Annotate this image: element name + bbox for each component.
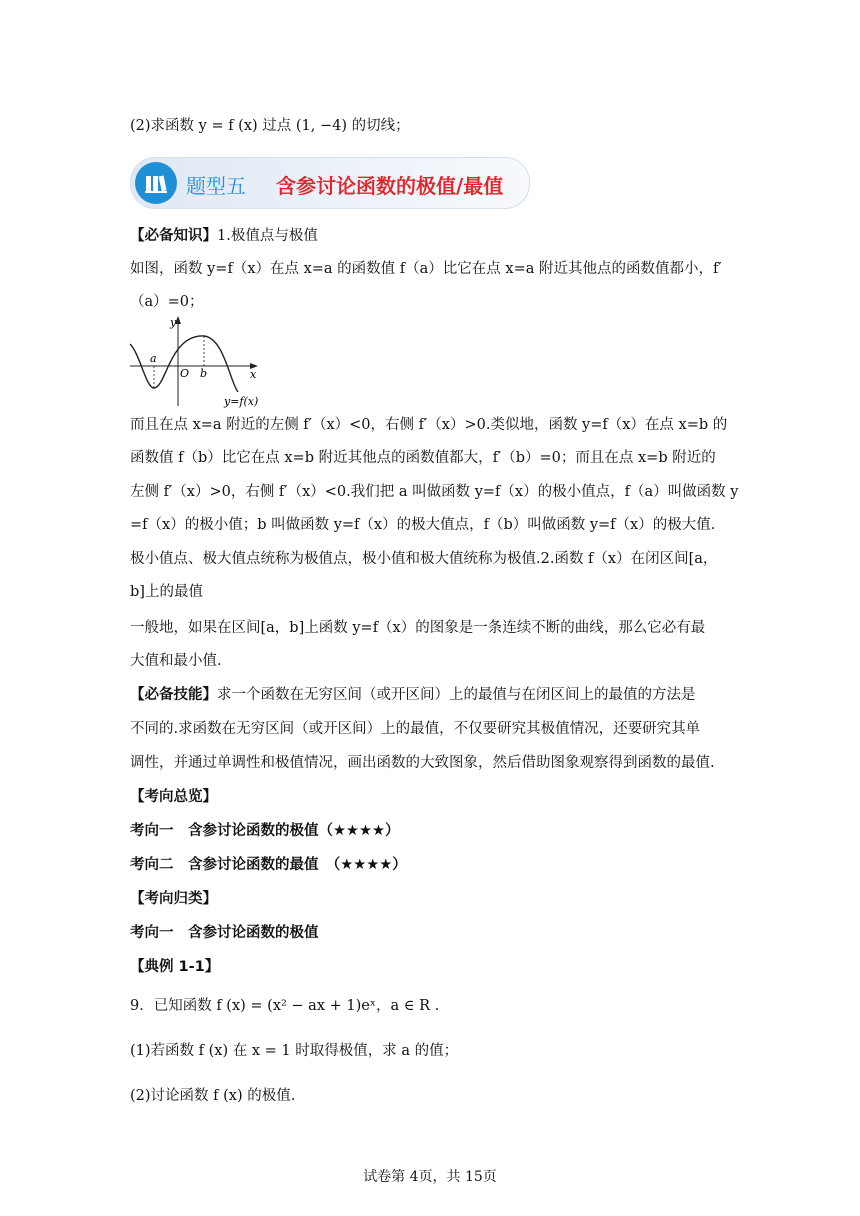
skill-text: 求一个函数在无穷区间（或开区间）上的最值与在闭区间上的最值的方法是 [217,687,696,703]
banner-title: 含参讨论函数的极值/最值 [276,174,504,198]
paragraph-line: 一般地，如果在区间[a，b]上函数 y=f（x）的图象是一条连续不断的曲线，那么它必有最 [130,620,706,636]
overview-item: 考向二 含参讨论函数的最值 （★★★★） [130,857,407,873]
paragraph-line: 如图，函数 y=f（x）在点 x=a 的函数值 f（a）比它在点 x=a 附近其他点的函数值都小，f′ [130,261,722,277]
y-axis-label: y [170,316,177,329]
x-axis-label: x [250,368,257,381]
knowledge-subtitle: 1.极值点与极值 [217,228,318,244]
overview-item: 考向一 含参讨论函数的极值（★★★★） [130,823,400,839]
function-label: y=f(x) [224,395,259,408]
paragraph-line: 大值和最小值. [130,653,222,669]
question-tangent-line: (2)求函数 y = f (x) 过点 (1, −4) 的切线； [130,118,410,134]
skill-heading: 【必备技能】 [130,687,217,703]
paragraph-line: 调性，并通过单调性和极值情况，画出函数的大致图象，然后借助图象观察得到函数的最值. [130,755,715,771]
paragraph-line: b]上的最值 [130,584,203,600]
point-b-label: b [200,367,208,380]
point-a-label: a [150,352,157,365]
paragraph-line: 极小值点、极大值点统称为极值点，极小值和极大值统称为极值.2.函数 f（x）在闭区间[a， [130,551,718,567]
paragraph-line: 左侧 f′（x）>0，右侧 f′（x）<0.我们把 a 叫做函数 y=f（x）的极小值点，f（a）叫做函数 y [130,484,739,500]
paragraph-line: 而且在点 x=a 附近的左侧 f′（x）<0，右侧 f′（x）>0.类似地，函数 y=f（x）在点 x=b 的 [130,417,728,433]
question-9-part-1: (1)若函数 f (x) 在 x = 1 时取得极值，求 a 的值； [130,1043,459,1059]
paragraph-line: 函数值 f（b）比它在点 x=b 附近其他点的函数值都大，f′（b）=0；而且在点 x=b 附近的 [130,450,716,466]
skill-line [130,685,730,705]
origin-label: O [180,367,190,380]
knowledge-heading: 【必备知识】 [130,228,217,244]
knowledge-line [130,226,730,246]
page-footer: 试卷第 4页，共 15页 [363,1169,497,1185]
section-banner [130,157,530,209]
banner-label: 题型五 [186,174,246,198]
question-9: 9．已知函数 f (x) = (x² − ax + 1)eˣ，a ∈ R . [130,998,440,1014]
example-heading: 【典例 1-1】 [130,959,220,975]
books-icon [135,162,177,204]
question-9-part-2: (2)讨论函数 f (x) 的极值. [130,1088,296,1104]
paragraph-line: （a）=0； [130,294,204,310]
paragraph-line: =f（x）的极小值；b 叫做函数 y=f（x）的极大值点，f（b）叫做函数 y=f（x）的极大值. [130,517,716,533]
paragraph-line: 不同的.求函数在无穷区间（或开区间）上的最值，不仅要研究其极值情况，还要研究其单 [130,721,701,737]
classify-heading: 【考向归类】 [130,891,217,907]
function-graph [128,314,268,410]
classify-item: 考向一 含参讨论函数的极值 [130,925,319,941]
overview-heading: 【考向总览】 [130,789,217,805]
